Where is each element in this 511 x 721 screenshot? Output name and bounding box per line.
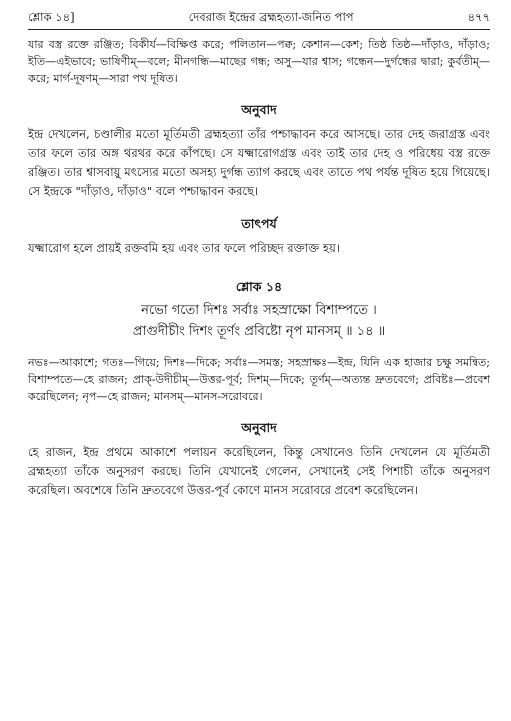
book-page <box>28 8 490 500</box>
verse-reference: শ্লোক ১৪] <box>28 10 75 24</box>
chapter-title: দেবরাজ ইন্দ্রের ব্রহ্মহত্যা-জনিত পাপ <box>188 10 354 24</box>
translation-text-2: হে রাজন, ইন্দ্র প্রথমে আকাশে পলায়ন করেছিলেন, কিন্তু সেখানেও তিনি দেখলেন যে মূর্তিমতী ব্রহ্মহত্যা তাঁকে অনুসরণ করছে। তিনি যেখানেই গেলেন, সেখানেই সেই পিশাচী তাঁকে অনুসরণ করেছিল। অবশেষে তিনি দ্রুতবেগে উত্তর-পূর্ব কোণে মানস সরোবরে প্রবেশ করেছিলেন। <box>28 445 490 497</box>
purport-text: যক্ষ্মারোগ হলে প্রায়ই রক্তবমি হয় এবং তার ফলে পরিচ্ছদ রক্তাক্ত হয়। <box>28 241 340 255</box>
verse-heading: শ্লোক ১৪ <box>235 279 283 294</box>
page-number: ৪৭৭ <box>467 10 490 24</box>
purport-heading: তাৎপর্য <box>241 216 277 231</box>
translation-heading: অনুবাদ <box>241 102 277 117</box>
synonyms-text: নভঃ—আকাশে; গতঃ—গিয়ে; দিশঃ—দিকে; সর্বাঃ—সমস্ত; সহস্রাক্ষঃ—ইন্দ্র, যিনি এক হাজার চক্ষু সমন্বিত; বিশাম্পতে—হে রাজন; প্রাক্-উদীচীম্—উত্তর-পূর্ব; দিশম্—দিকে; তূর্ণম্—অত্যন্ত দ্রুতবেগে; প্রবিষ্টঃ—প্রবেশ করেছিলেন; নৃপ—হে রাজন; মানসম্—মানস-সরোবরে। <box>28 356 490 403</box>
running-header <box>28 8 490 30</box>
translation-heading-2: অনুবাদ <box>241 420 277 435</box>
verse-line-1: নভো গতো দিশঃ সর্বাঃ সহস্রাক্ষো বিশাম্পতে । <box>141 303 377 318</box>
translation-text: ইন্দ্র দেখলেন, চণ্ডালীর মতো মূর্তিমতী ব্রহ্মহত্যা তাঁর পশ্চাদ্ধাবন করে আসছে। তার দেহ জরাগ্রস্ত এবং তার ফলে তার অঙ্গ থরথর করে কাঁপছে। সে যক্ষ্মারোগগ্রস্ত এবং তাই তার দেহ ও পরিধেয় বস্ত্র রক্তে রঞ্জিত। তার শ্বাসবায়ু মৎস্যের মতো অসহ্য দুর্গন্ধ ত্যাগ করছে এবং তাতে পথ পর্যন্ত দূষিত হয়ে গিয়েছে। সে ইন্দ্রকে "দাঁড়াও, দাঁড়াও" বলে পশ্চাদ্ধাবন করছে। <box>28 127 490 198</box>
synonyms-continued: যার বস্ত্র রক্তে রঞ্জিত; বিকীর্য—বিক্ষিপ্ত করে; পলিতান—পক্ব; কেশান—কেশ; তিষ্ঠ তিষ্ঠ—দাঁড়াও, দাঁড়াও; ইতি—এইভাবে; ভাষিণীম্—বলে; মীনগন্ধি—মাছের গন্ধ; অসু—যার শ্বাস; গন্ধেন—দুর্গন্ধের দ্বারা; কুর্বতীম্—করে; মার্গ-দূষণম্—সারা পথ দূষিত। <box>28 38 490 85</box>
verse-line-2: প্রাগুদীচীং দিশং তূর্ণং প্রবিষ্টো নৃপ মানসম্ ॥ ১৪ ॥ <box>132 324 386 339</box>
